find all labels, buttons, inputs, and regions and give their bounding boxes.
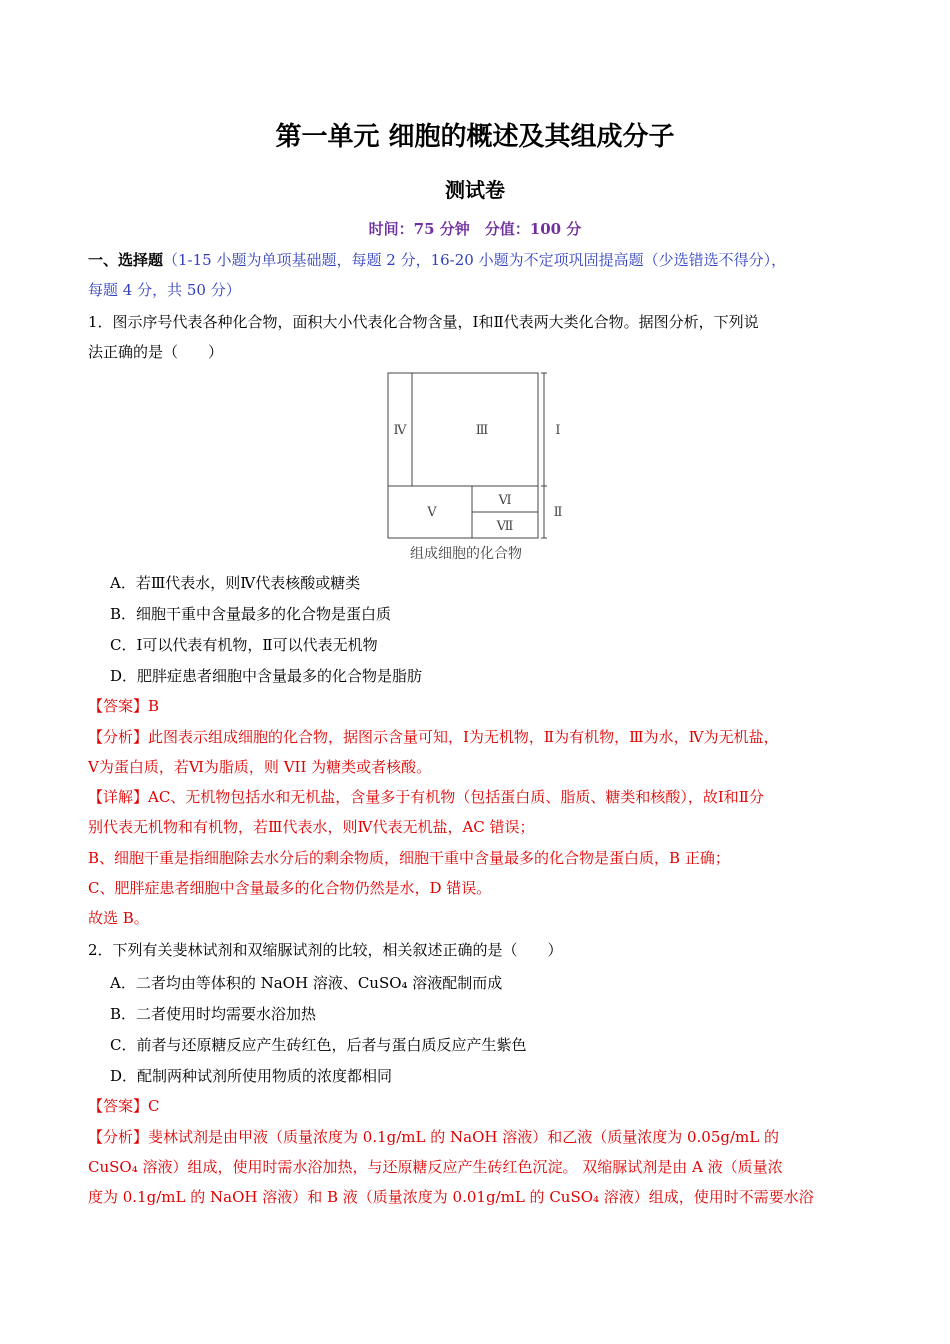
q1-option-c: C．Ⅰ可以代表有机物，Ⅱ可以代表无机物 — [110, 636, 378, 654]
q2-analysis-cont: CuSO₄ 溶液）组成，使用时需水浴加热，与还原糖反应产生砖红色沉淀。 双缩脲试剂是由 A 液（质量浓 — [88, 1158, 783, 1176]
q1-detail-cont: 别代表无机物和有机物，若Ⅲ代表水，则Ⅳ代表无机盐，AC 错误； — [88, 818, 535, 836]
q2-analysis-cont2: 度为 0.1g/mL 的 NaOH 溶液）和 B 液（质量浓度为 0.01g/mL 的 CuSO₄ 溶液）组成，使用时不需要水浴 — [88, 1188, 814, 1206]
q1-stem-cont: 法正确的是（ ） — [88, 343, 224, 361]
fig-label-2: Ⅱ — [553, 505, 563, 520]
section-note: （1-15 小题为单项基础题，每题 2 分，16-20 小题为不定项巩固提高题（少选错选不得分）， — [163, 251, 787, 269]
q1-option-b: B．细胞干重中含量最多的化合物是蛋白质 — [110, 605, 392, 623]
q1-analysis-cont: Ⅴ为蛋白质，若Ⅵ为脂质，则 VII 为糖类或者核酸。 — [88, 758, 432, 776]
fig-label-7: Ⅶ — [496, 519, 514, 534]
q1-detail-c: C、肥胖症患者细胞中含量最多的化合物仍然是水，D 错误。 — [88, 879, 492, 897]
q2-stem: 2．下列有关斐林试剂和双缩脲试剂的比较，相关叙述正确的是（ ） — [88, 941, 563, 959]
q2-option-a: A．二者均由等体积的 NaOH 溶液、CuSO₄ 溶液配制而成 — [110, 974, 503, 992]
q1-option-a: A．若Ⅲ代表水，则Ⅳ代表核酸或糖类 — [110, 574, 361, 592]
fig-label-1: Ⅰ — [555, 423, 561, 438]
q1-conclusion: 故选 B。 — [88, 909, 149, 927]
fig-label-3: Ⅲ — [475, 423, 489, 438]
fig-label-5: Ⅴ — [427, 505, 437, 520]
fig-label-6: Ⅵ — [498, 493, 512, 508]
fig-caption: 组成细胞的化合物 — [410, 546, 522, 562]
section-heading: 一、选择题 — [88, 251, 164, 269]
q2-analysis: 【分析】斐林试剂是由甲液（质量浓度为 0.1g/mL 的 NaOH 溶液）和乙液（质量浓度为 0.05g/mL 的 — [88, 1128, 779, 1146]
section-note-cont: 每题 4 分，共 50 分） — [88, 281, 241, 299]
q2-option-b: B．二者使用时均需要水浴加热 — [110, 1005, 317, 1023]
q2-option-d: D．配制两种试剂所使用物质的浓度都相同 — [110, 1067, 393, 1085]
q2-option-c: C．前者与还原糖反应产生砖红色，后者与蛋白质反应产生紫色 — [110, 1036, 527, 1054]
page-title: 第一单元 细胞的概述及其组成分子 — [275, 122, 675, 152]
q1-answer: 【答案】B — [88, 697, 160, 715]
page-subtitle: 测试卷 — [445, 178, 505, 202]
q1-detail-b: B、细胞干重是指细胞除去水分后的剩余物质，细胞干重中含量最多的化合物是蛋白质，B 正确； — [88, 849, 730, 867]
q1-stem: 1．图示序号代表各种化合物，面积大小代表化合物含量，Ⅰ和Ⅱ代表两大类化合物。据图分析，下列说 — [88, 313, 759, 331]
q2-answer: 【答案】C — [88, 1097, 160, 1115]
exam-meta: 时间：75 分钟 分值：100 分 — [368, 220, 582, 238]
section-heading-line — [88, 250, 786, 270]
q1-detail: 【详解】AC、无机物包括水和无机盐，含量多于有机物（包括蛋白质、脂质、糖类和核酸），故Ⅰ和Ⅱ分 — [88, 788, 764, 806]
fig-label-4: Ⅳ — [393, 423, 407, 438]
q1-option-d: D．肥胖症患者细胞中含量最多的化合物是脂肪 — [110, 667, 423, 685]
q1-figure — [386, 370, 576, 565]
q1-analysis: 【分析】此图表示组成细胞的化合物，据图示含量可知，Ⅰ为无机物，Ⅱ为有机物，Ⅲ为水，Ⅳ为无机盐， — [88, 728, 779, 746]
